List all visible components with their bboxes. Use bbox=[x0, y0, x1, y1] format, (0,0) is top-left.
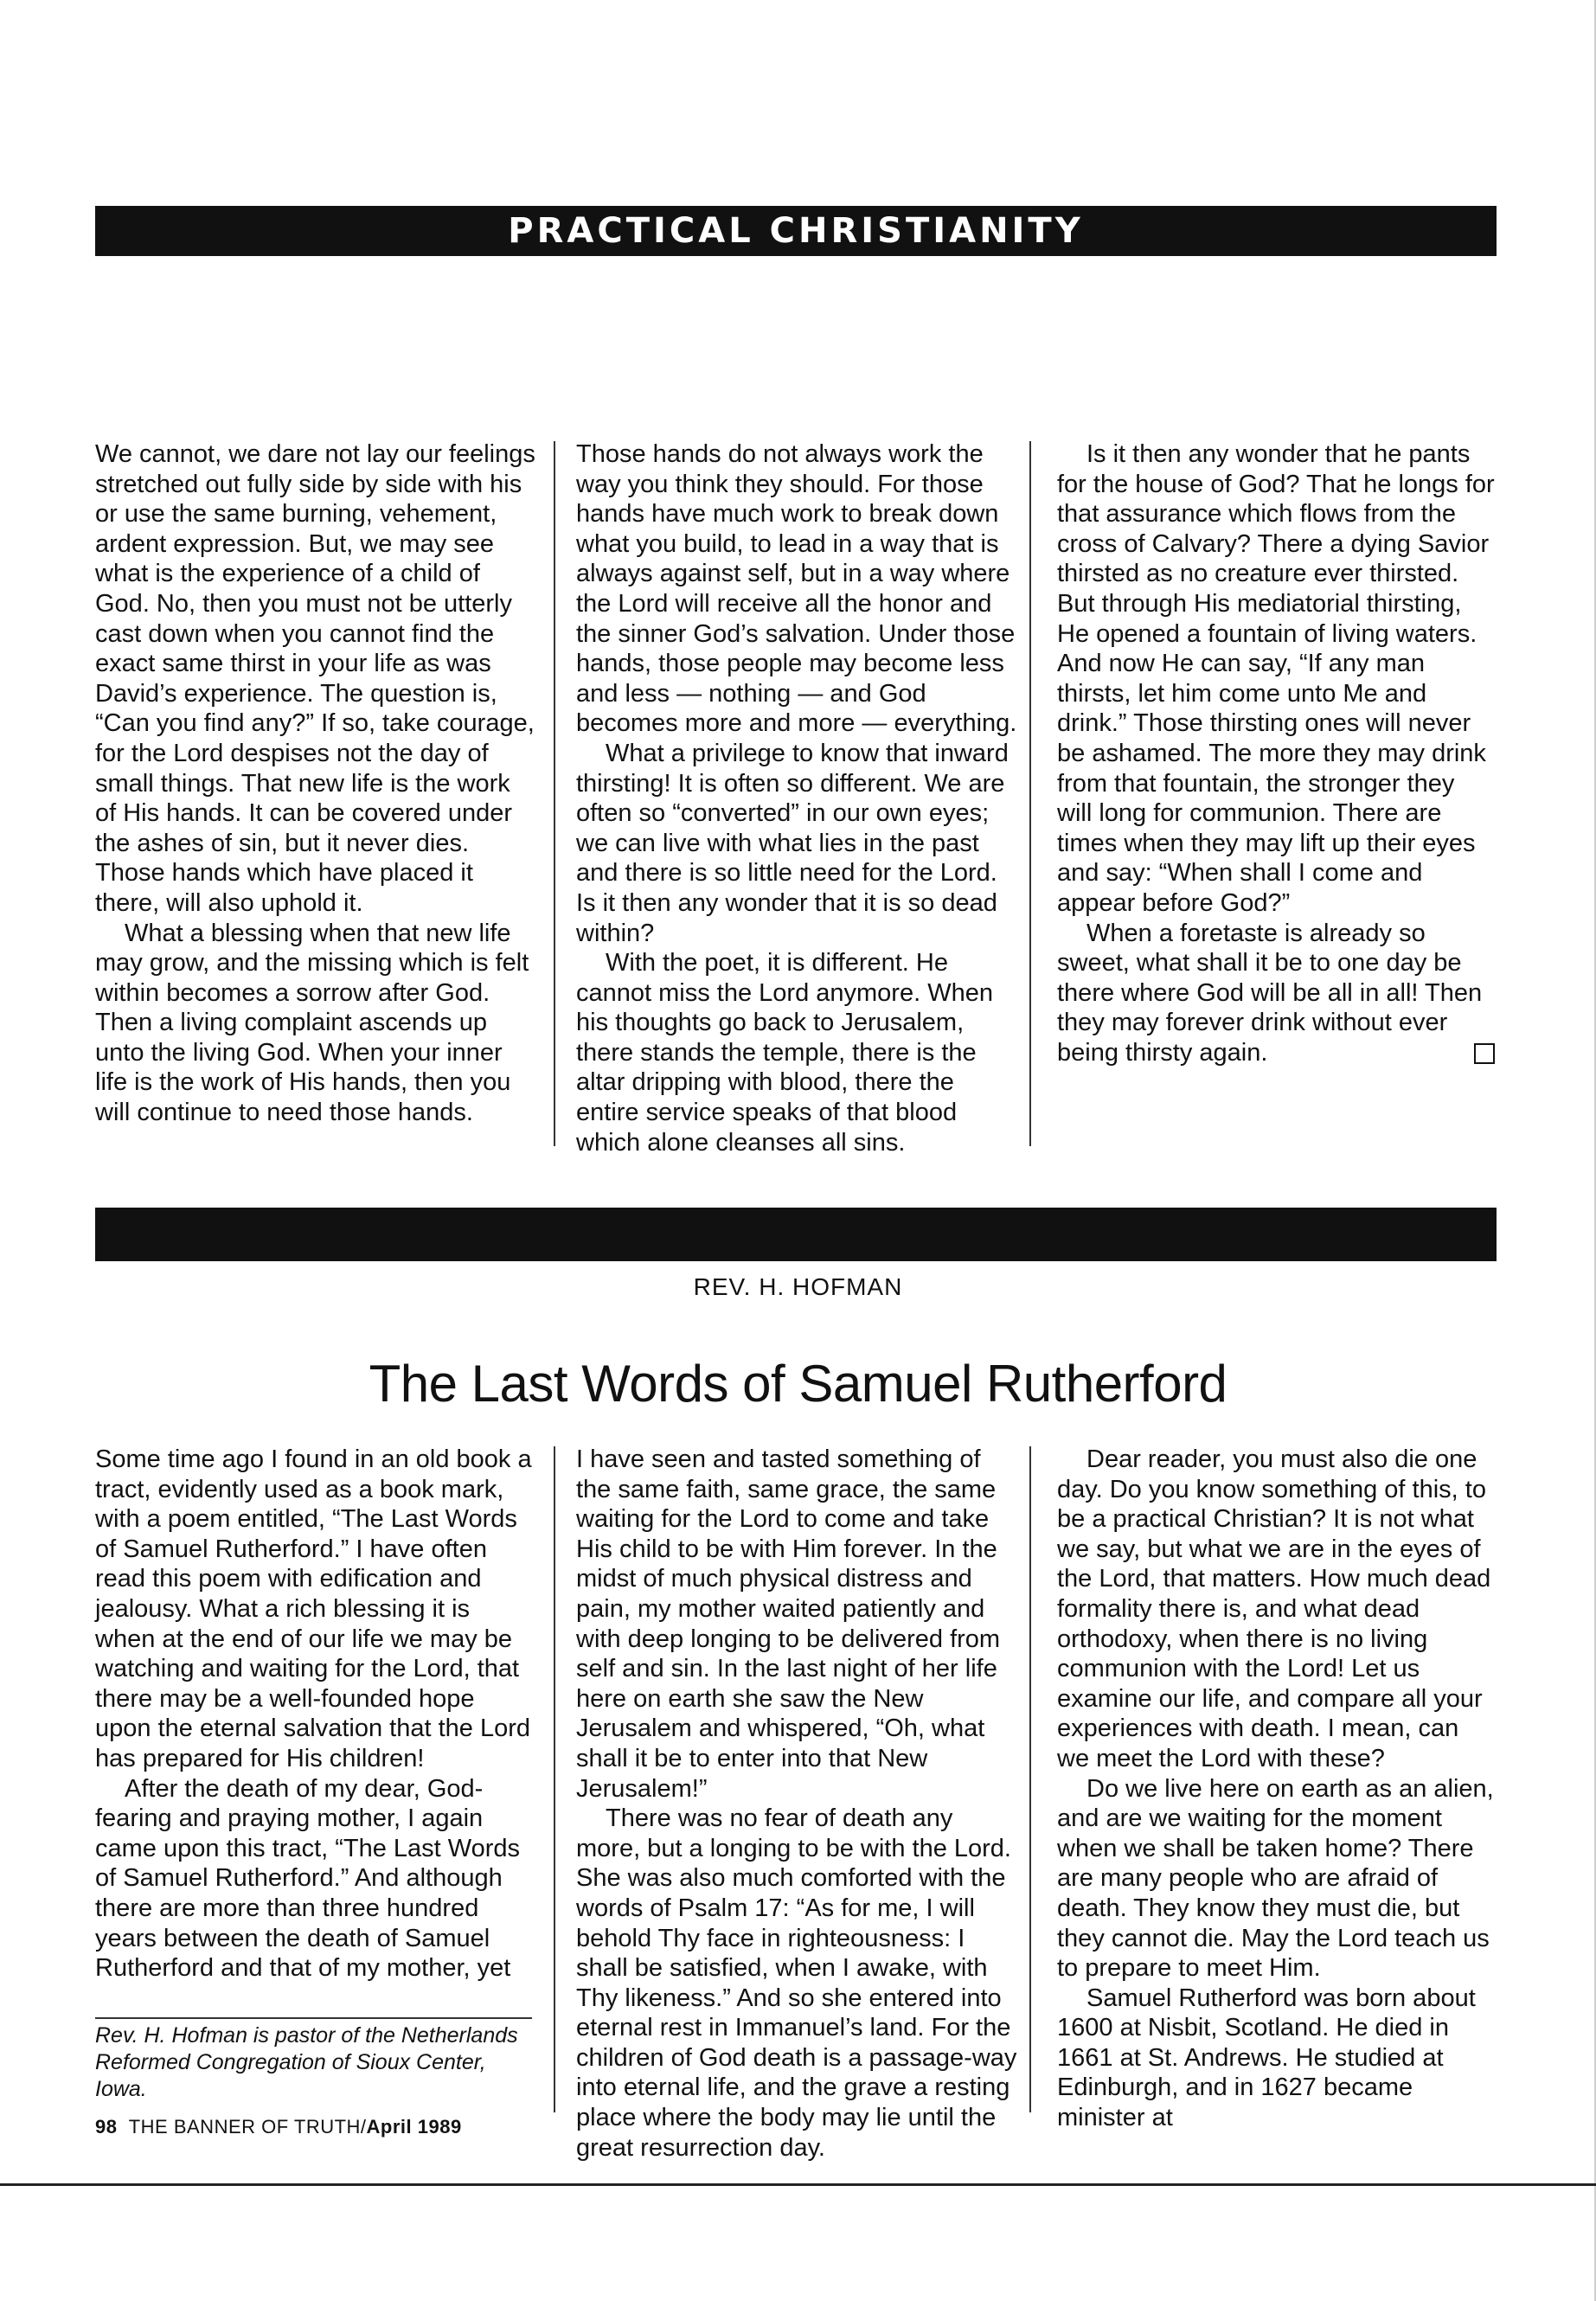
paragraph: Do we live here on earth as an alien, and are we waiting for the moment when we shall be taken home? There are many people who are afraid of death. They know they must die, but they cannot die. May the Lord teach us to prepare to meet Him. bbox=[1057, 1774, 1494, 1983]
paragraph: There was no fear of death any more, but a longing to be with the Lord. She was also much comforted with the words of Psalm 17: “As for me, I will behold Thy face in righteousness: I shall be satisfied, when I awake, with Thy likeness.” And so she entered into eternal rest in Immanuel’s land. For the children of God death is a passage-way into eternal life, and the grave a resting place where the body may lie until the great resurrection day. bbox=[576, 1804, 1017, 2162]
paragraph: Dear reader, you must also die one day. Do you know something of this, to be a practical Christian? It is not what we say, but what we are in the eyes of the Lord, that matters. How much dead formality there is, and what dead orthodoxy, when there is no living communion with the Lord! Let us examine our life, and compare all your experiences with death. I mean, can we meet the Lord with these? bbox=[1057, 1445, 1491, 1772]
paragraph: What a blessing when that new life may grow, and the missing which is felt within becomes a sorrow after God. Then a living complaint ascends up unto the living God. When your inner life is the work of His hands, then you will continue to need those hands. bbox=[95, 919, 529, 1127]
column-divider bbox=[1029, 1446, 1031, 2112]
article-column-1 bbox=[95, 1445, 536, 1984]
article-column-3 bbox=[1057, 1445, 1495, 2133]
column-divider bbox=[1029, 441, 1031, 1146]
paragraph: Those hands do not always work the way you think they should. For those hands have much work to break down what you build, to lead in a way that is always against self, but in a way where the Lord will receive all the honor and the sinner God’s salvation. Under those hands, those people may become less and less — nothing — and God becomes more and more — everything. bbox=[576, 440, 1017, 738]
paragraph: We cannot, we dare not lay our feelings stretched out fully side by side with his or use the same burning, vehement, ardent expression. But, we may see what is the experience of a child of God. No, then you must not be utterly cast down when you cannot find the exact same thirst in your life as was David’s experience. The question is, “Can you find any?” If so, take courage, for the Lord despises not the day of small things. That new life is the work of His hands. It can be covered under the ashes of sin, but it never dies. Those hands which have placed it there, will also uphold it. bbox=[95, 440, 535, 917]
author-footnote bbox=[95, 2022, 532, 2103]
page-folio bbox=[95, 2116, 462, 2138]
paragraph: With the poet, it is different. He cannot miss the Lord anymore. When his thoughts go back to Jerusalem, there stands the temple, there is the altar dripping with blood, there the entire service speaks of that blood which alone cleanses all sins. bbox=[576, 949, 993, 1157]
paragraph: Samuel Rutherford was born about 1600 at Nisbit, Scotland. He died in 1661 at St. Andrews. He studied at Edinburgh, and in 1627 became minister at bbox=[1057, 1984, 1476, 2132]
paragraph: I have seen and tasted something of the same faith, same grace, the same waiting for the Lord to come and take His child to be with Him forever. In the midst of much physical distress and pain, my mother waited patiently and with deep longing to be delivered from self and sin. In the last night of her life here on earth she saw the New Jerusalem and whispered, “Oh, what shall it be to enter into that New Jerusalem!” bbox=[576, 1445, 1001, 1803]
issue-date: April 1989 bbox=[366, 2116, 462, 2138]
paragraph: After the death of my dear, God-fearing and praying mother, I again came upon this tract, “The Last Words of Samuel Rutherford.” And although there are more than three hundred years between the death of Samuel Rutherford and that of my mother, yet bbox=[95, 1774, 521, 1983]
column-divider bbox=[554, 441, 555, 1146]
article-column-2 bbox=[576, 1445, 1022, 2163]
article-header-bar bbox=[95, 1208, 1497, 1261]
publication-name: THE BANNER OF TRUTH/ bbox=[128, 2116, 367, 2138]
section-header-bar bbox=[95, 206, 1497, 256]
article-byline: REV. H. HOFMAN bbox=[693, 1273, 903, 1300]
top-column-2 bbox=[576, 439, 1022, 1157]
end-mark-icon bbox=[1474, 1043, 1495, 1064]
paragraph bbox=[1057, 919, 1495, 1068]
paragraph: What a privilege to know that inward thirsting! It is often so different. We are often so “converted” in our own eyes; we can live with what lies in the past and there is so little need for the Lord. Is it then any wonder that it is so dead within? bbox=[576, 739, 1009, 947]
paragraph-text: When a foretaste is already so sweet, what shall it be to one day be there where God will be all in all! Then they may forever drink without ever being thirsty again. bbox=[1057, 919, 1483, 1067]
article-title: The Last Words of Samuel Rutherford bbox=[369, 1355, 1227, 1413]
top-column-3 bbox=[1057, 439, 1495, 1067]
paragraph: Some time ago I found in an old book a tract, evidently used as a book mark, with a poem entitled, “The Last Words of Samuel Rutherford.” I have often read this poem with edification and jealousy. What a rich blessing it is when at the end of our life we may be watching and waiting for the Lord, that there may be a well-founded hope upon the eternal salvation that the Lord has prepared for His children! bbox=[95, 1445, 532, 1772]
column-divider bbox=[554, 1446, 555, 2112]
footnote-text: Rev. H. Hofman is pastor of the Netherlands Reformed Congregation of Sioux Center, Iowa. bbox=[95, 2023, 518, 2101]
bottom-rule bbox=[0, 2183, 1596, 2186]
section-title: PRACTICAL CHRISTIANITY bbox=[508, 211, 1084, 251]
page-number: 98 bbox=[95, 2116, 118, 2138]
paragraph: Is it then any wonder that he pants for the house of God? That he longs for that assurance which flows from the cross of Calvary? There a dying Savior thirsted as no creature ever thirsted. But through His mediatorial thirsting, He opened a fountain of living waters. And now He can say, “If any man thirsts, let him come unto Me and drink.” Those thirsting ones will never be ashamed. The more they may drink from that fountain, the stronger they will long for communion. There are times when they may lift up their eyes and say: “When shall I come and appear before God?” bbox=[1057, 440, 1495, 917]
footnote-rule bbox=[95, 2017, 532, 2019]
top-column-1 bbox=[95, 439, 536, 1128]
